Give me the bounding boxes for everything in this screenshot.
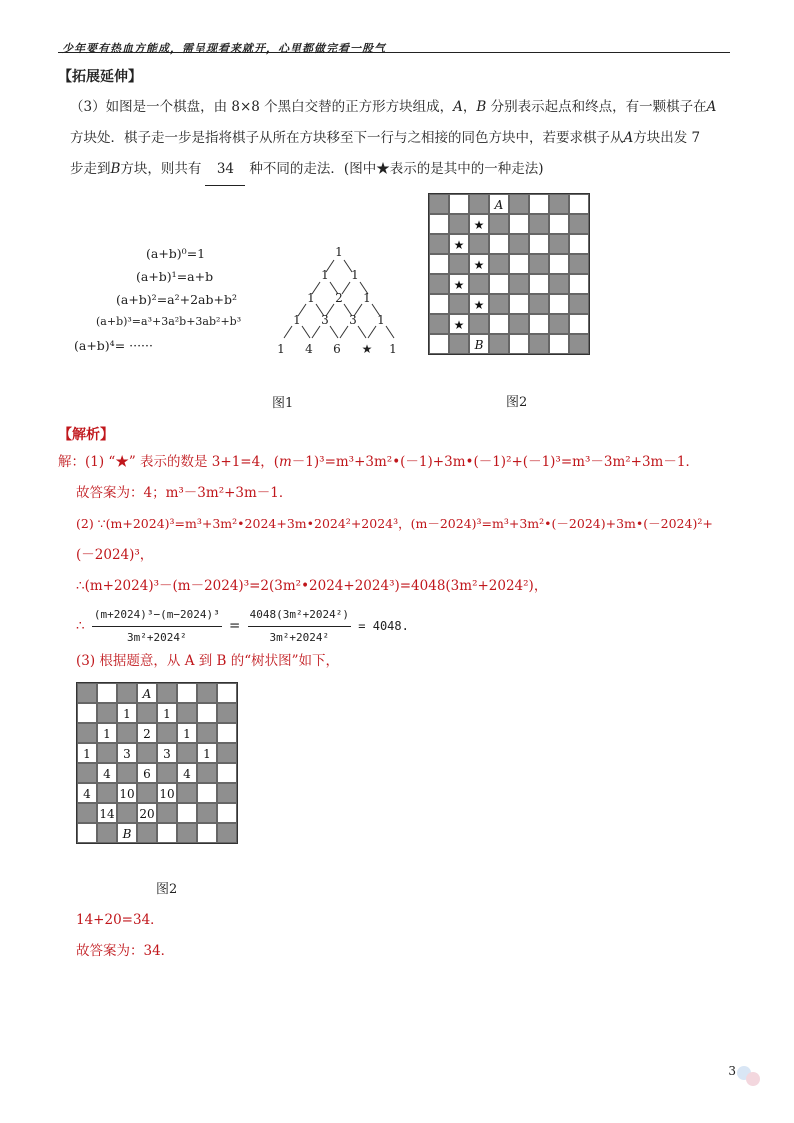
pascal-num: 1	[321, 268, 329, 282]
problem-line-1	[70, 92, 740, 123]
pascal-triangle	[270, 240, 410, 365]
board-cell	[77, 723, 97, 743]
problem-text: 方块，则共有	[120, 161, 202, 177]
board-cell	[157, 743, 177, 763]
board-cell	[157, 723, 177, 743]
board-cell	[97, 723, 117, 743]
board-cell	[137, 683, 157, 703]
board-cell	[137, 823, 157, 843]
board-cell	[569, 274, 589, 294]
board-cell	[197, 803, 217, 823]
board-cell	[197, 823, 217, 843]
pascal-num: 1	[363, 291, 371, 305]
start-label: A	[494, 198, 504, 212]
pascal-num: 6	[333, 342, 341, 356]
board-cell	[429, 214, 449, 234]
board-cell	[117, 743, 137, 763]
path-count: 1	[163, 707, 171, 721]
board-cell	[569, 214, 589, 234]
path-count: 1	[103, 727, 111, 741]
board-cell	[489, 294, 509, 314]
solution-line-7: (3) 根据题意，从 A 到 B 的“树状图”如下，	[76, 653, 340, 669]
board-cell	[509, 294, 529, 314]
board-cell	[97, 803, 117, 823]
path-count: 1	[183, 727, 191, 741]
solution-line-4: (－2024)³，	[76, 547, 154, 563]
pascal-num: 1	[351, 268, 359, 282]
therefore-sign: ∴	[76, 618, 85, 634]
board-cell	[117, 803, 137, 823]
pascal-num: 1	[377, 313, 385, 327]
board-cell	[509, 194, 529, 214]
board-cell	[77, 703, 97, 723]
board-cell	[529, 294, 549, 314]
pascal-num: 2	[335, 291, 343, 305]
problem-text: ，	[462, 99, 477, 115]
path-count: 20	[139, 807, 155, 821]
board-cell	[449, 314, 469, 334]
board-cell	[97, 743, 117, 763]
board-cell	[117, 763, 137, 783]
board-cell	[549, 194, 569, 214]
board-cell	[529, 234, 549, 254]
board-cell	[157, 763, 177, 783]
solution-line-8: 14+20=34．	[76, 912, 164, 928]
board-cell	[197, 763, 217, 783]
board-cell	[429, 294, 449, 314]
board-cell	[217, 703, 237, 723]
formula-1: (a+b)¹=a+b	[136, 269, 214, 284]
board-cell	[157, 823, 177, 843]
balloon-decoration	[746, 1072, 760, 1086]
board-cell	[217, 803, 237, 823]
fraction-result: = 4048.	[358, 619, 409, 633]
board-cell	[569, 254, 589, 274]
board-cell	[489, 314, 509, 334]
chessboard-bottom	[76, 682, 238, 844]
star-icon: ★	[453, 318, 465, 332]
fig2-caption: 图2	[506, 395, 528, 410]
pascal-num: 1	[293, 313, 301, 327]
board-cell	[137, 783, 157, 803]
start-label: A	[142, 687, 152, 701]
board-cell	[429, 274, 449, 294]
board-cell	[77, 683, 97, 703]
problem-text: 方块处．棋子走一步是指将棋子从所在方块移至下一行与之相接的同色方块中，若要求棋子从	[70, 130, 624, 146]
board-cell	[157, 683, 177, 703]
star-icon: ★	[473, 218, 485, 232]
solution-line-1	[58, 451, 699, 473]
board-cell	[449, 234, 469, 254]
star-icon: ★	[473, 258, 485, 272]
path-count: 4	[83, 787, 91, 801]
board-cell	[429, 254, 449, 274]
board-cell	[77, 823, 97, 843]
path-count: 1	[83, 747, 91, 761]
pascal-num: 1	[307, 291, 315, 305]
board-cell	[529, 214, 549, 234]
board-cell	[429, 234, 449, 254]
board-cell	[97, 783, 117, 803]
board-cell	[549, 294, 569, 314]
board-cell	[157, 703, 177, 723]
fig3-caption: 图2	[156, 882, 178, 897]
pascal-num: 3	[349, 313, 357, 327]
star-icon: ★	[453, 238, 465, 252]
problem-text: 方块出发 7	[633, 130, 701, 146]
board-cell	[157, 803, 177, 823]
board-cell	[117, 703, 137, 723]
pascal-num: 3	[321, 313, 329, 327]
board-cell	[217, 823, 237, 843]
board-cell	[77, 803, 97, 823]
path-count: 10	[119, 787, 135, 801]
board-cell	[469, 214, 489, 234]
board-cell	[469, 254, 489, 274]
fraction-right	[248, 604, 351, 649]
board-cell	[97, 683, 117, 703]
board-cell	[449, 294, 469, 314]
board-cell	[489, 214, 509, 234]
board-cell	[429, 334, 449, 354]
board-cell	[217, 723, 237, 743]
path-count: 4	[103, 767, 111, 781]
board-cell	[469, 194, 489, 214]
end-label: B	[474, 338, 484, 352]
star-icon: ★	[453, 278, 465, 292]
board-cell	[569, 194, 589, 214]
chessboard-top	[428, 193, 590, 355]
board-cell	[217, 743, 237, 763]
section-title: 【拓展延伸】	[58, 69, 142, 85]
board-cell	[137, 703, 157, 723]
board-cell	[549, 234, 569, 254]
board-cell	[117, 683, 137, 703]
board-cell	[569, 234, 589, 254]
board-cell	[137, 723, 157, 743]
path-count: 1	[123, 707, 131, 721]
star-icon: ★	[115, 454, 129, 470]
var-m: m	[278, 454, 292, 470]
board-cell	[489, 234, 509, 254]
board-cell	[489, 194, 509, 214]
solution-text: －1)³=m³+3m²•(－1)+3m•(－1)²+(－1)³=m³－3m²+3m－1．	[291, 454, 699, 470]
board-cell	[77, 743, 97, 763]
board-cell	[489, 274, 509, 294]
board-cell	[569, 294, 589, 314]
board-cell	[137, 803, 157, 823]
board-cell	[197, 723, 217, 743]
board-cell	[449, 334, 469, 354]
pascal-num: 1	[277, 342, 285, 356]
path-count: 6	[143, 767, 151, 781]
fraction-numerator: (m+2024)³−(m−2024)³	[92, 604, 222, 627]
board-cell	[549, 274, 569, 294]
board-cell	[117, 823, 137, 843]
board-cell	[449, 194, 469, 214]
path-count: 2	[143, 727, 151, 741]
board-cell	[549, 334, 569, 354]
board-cell	[217, 763, 237, 783]
board-cell	[469, 334, 489, 354]
board-cell	[137, 763, 157, 783]
var-a: A	[623, 130, 634, 146]
solution-line-5: ∴(m+2024)³－(m－2024)³=2(3m²•2024+2024³)=4048(3m²+2024²)，	[76, 578, 548, 594]
board-cell	[509, 334, 529, 354]
path-count: 3	[163, 747, 171, 761]
board-cell	[469, 294, 489, 314]
board-cell	[569, 334, 589, 354]
board-cell	[529, 314, 549, 334]
end-label: B	[122, 827, 132, 841]
board-cell	[529, 334, 549, 354]
board-cell	[97, 763, 117, 783]
board-cell	[489, 334, 509, 354]
header-motto: 少年要有热血方能成，需呈现看来就开，心里都做完看一股气	[62, 42, 386, 55]
pascal-num: 1	[335, 245, 343, 259]
solution-text: ” 表示的数是 3+1=4，(	[128, 454, 279, 470]
solution-text: 解：(1) “	[58, 454, 116, 470]
problem-line-2	[70, 123, 740, 154]
path-count: 4	[183, 767, 191, 781]
board-cell	[509, 254, 529, 274]
path-count: 10	[159, 787, 175, 801]
board-cell	[549, 254, 569, 274]
fraction-denominator: 3m²+2024²	[127, 631, 187, 644]
board-cell	[177, 763, 197, 783]
problem-text: （3）如图是一个棋盘，由 8×8 个黑白交替的正方形方块组成，	[70, 99, 454, 115]
solution-line-9: 故答案为：34．	[76, 943, 175, 959]
fraction-left	[92, 604, 222, 649]
solution-line-2: 故答案为：4；m³－3m²+3m－1．	[76, 485, 293, 501]
formula-0: (a+b)⁰=1	[146, 246, 206, 261]
board-cell	[549, 314, 569, 334]
board-cell	[449, 214, 469, 234]
board-cell	[529, 194, 549, 214]
board-cell	[157, 783, 177, 803]
board-cell	[117, 783, 137, 803]
board-cell	[469, 274, 489, 294]
board-cell	[509, 234, 529, 254]
board-cell	[217, 783, 237, 803]
board-cell	[197, 683, 217, 703]
board-cell	[97, 703, 117, 723]
board-cell	[117, 723, 137, 743]
board-cell	[489, 254, 509, 274]
board-cell	[529, 274, 549, 294]
board-cell	[469, 234, 489, 254]
answer-blank: 34	[205, 154, 245, 186]
board-cell	[217, 683, 237, 703]
board-cell	[177, 803, 197, 823]
board-cell	[529, 254, 549, 274]
board-cell	[97, 823, 117, 843]
page-number: 3	[728, 1064, 736, 1078]
board-cell	[429, 314, 449, 334]
var-b: B	[110, 161, 121, 177]
pascal-num: 1	[389, 342, 397, 356]
board-cell	[449, 274, 469, 294]
problem-text: 步走到	[70, 161, 111, 177]
var-a: A	[453, 99, 463, 115]
path-count: 1	[203, 747, 211, 761]
problem-text: 分别表示起点和终点，有一颗棋子在	[486, 99, 707, 115]
equals-sign: =	[229, 618, 241, 634]
path-count: 3	[123, 747, 131, 761]
header-rule	[58, 52, 730, 53]
formula-3: (a+b)³=a³+3a²b+3ab²+b³	[96, 315, 242, 328]
board-cell	[509, 314, 529, 334]
board-cell	[429, 194, 449, 214]
board-cell	[177, 783, 197, 803]
var-a: A	[706, 99, 717, 115]
formula-4: (a+b)⁴= ······	[74, 338, 153, 353]
problem-text: 种不同的走法．(图中★表示的是其中的一种走法)	[249, 161, 544, 177]
board-cell	[509, 274, 529, 294]
solution-title: 【解析】	[58, 427, 114, 443]
var-b: B	[476, 99, 487, 115]
board-cell	[449, 254, 469, 274]
board-cell	[509, 214, 529, 234]
board-cell	[177, 743, 197, 763]
formula-2: (a+b)²=a²+2ab+b²	[116, 292, 237, 307]
fraction-numerator: 4048(3m²+2024²)	[248, 604, 351, 627]
pascal-star: ★	[361, 342, 373, 356]
board-cell	[137, 743, 157, 763]
solution-line-3: (2) ∵(m+2024)³=m³+3m²•2024+3m•2024²+2024³，(m－2024)³=m³+3m²•(－2024)+3m•(－2024)²+	[76, 516, 713, 531]
solution-line-6	[76, 604, 409, 649]
board-cell	[77, 783, 97, 803]
board-cell	[177, 683, 197, 703]
star-icon: ★	[473, 298, 485, 312]
path-count: 14	[99, 807, 115, 821]
board-cell	[197, 743, 217, 763]
board-cell	[469, 314, 489, 334]
board-cell	[177, 703, 197, 723]
board-cell	[197, 703, 217, 723]
pascal-num: 4	[305, 342, 313, 356]
board-cell	[549, 214, 569, 234]
fraction-denominator: 3m²+2024²	[269, 631, 330, 644]
board-cell	[177, 823, 197, 843]
board-cell	[569, 314, 589, 334]
board-cell	[197, 783, 217, 803]
board-cell	[77, 763, 97, 783]
fig1-caption: 图1	[272, 396, 294, 411]
board-cell	[177, 723, 197, 743]
problem-line-3	[70, 154, 740, 186]
